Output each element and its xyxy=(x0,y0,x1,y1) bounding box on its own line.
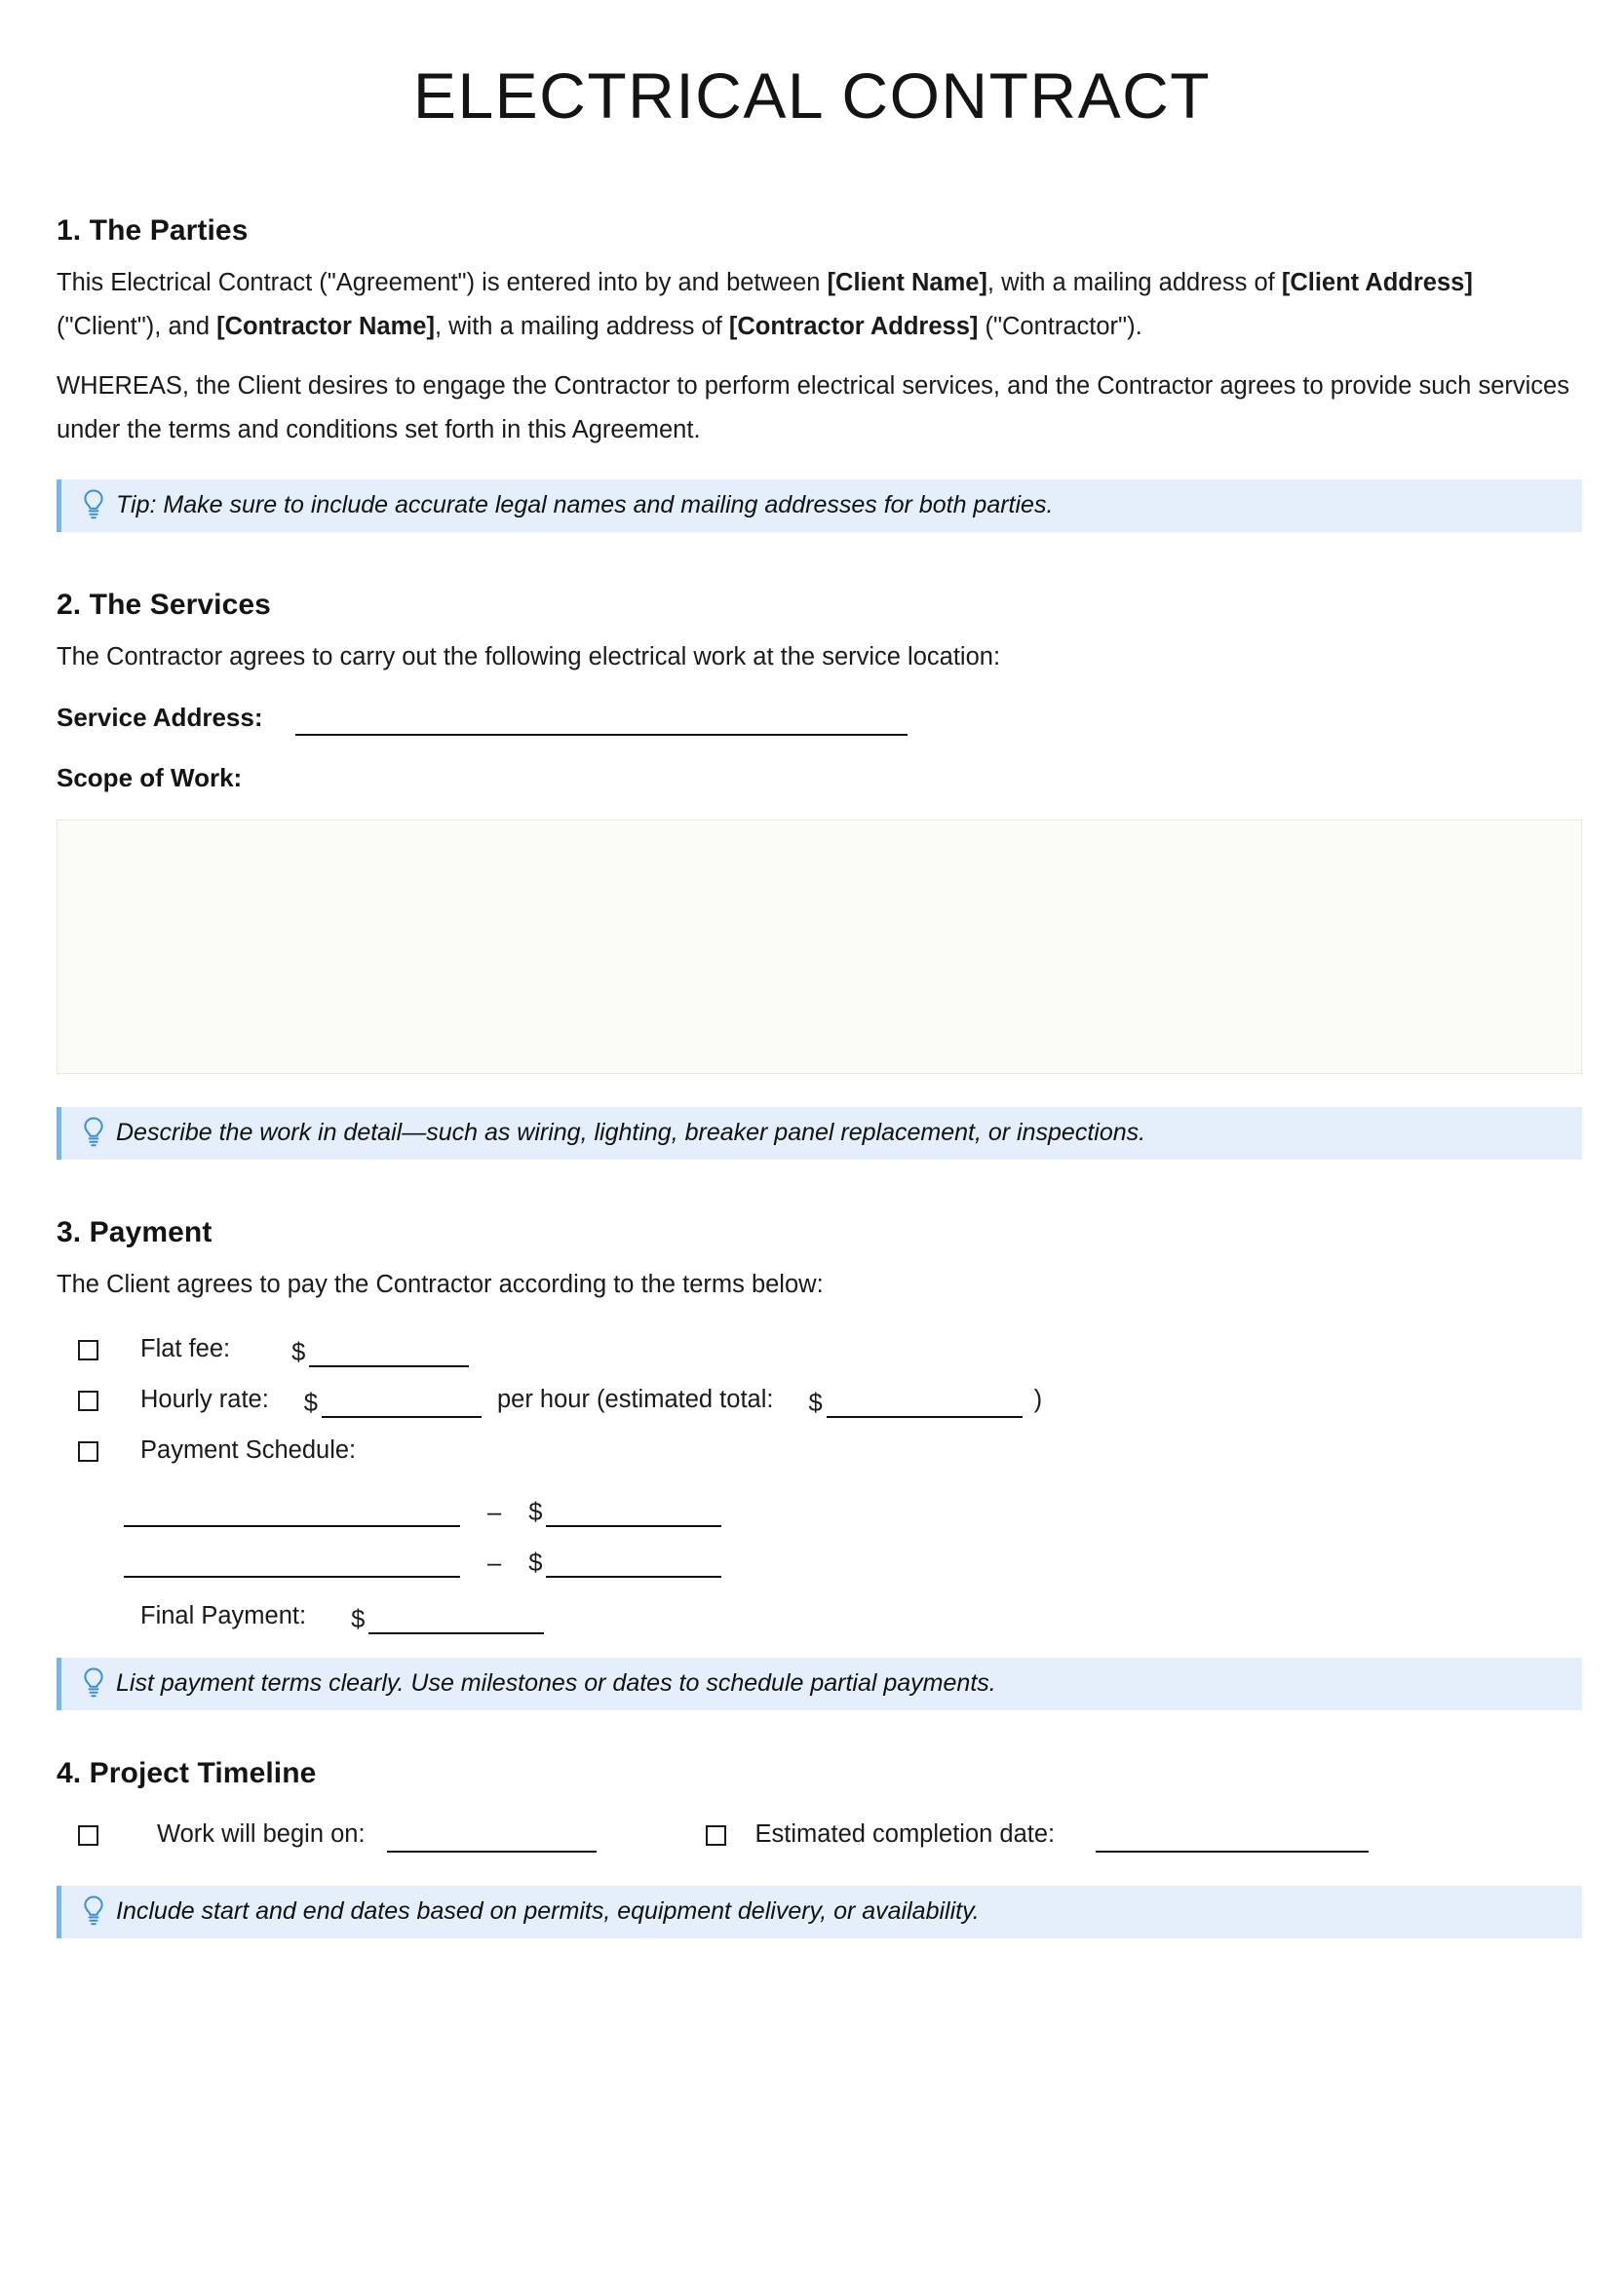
parties-p1-text-5: ("Contractor"). xyxy=(978,313,1142,340)
scope-of-work-textarea[interactable] xyxy=(57,820,1582,1074)
payment-schedule-row xyxy=(57,1432,1582,1469)
estimated-total-input[interactable] xyxy=(827,1387,1023,1418)
placeholder-contractor-address: [Contractor Address] xyxy=(728,313,979,340)
schedule-milestone-input-2[interactable] xyxy=(124,1547,460,1578)
scope-of-work-label: Scope of Work: xyxy=(57,763,243,792)
payment-schedule-label: Payment Schedule: xyxy=(140,1436,357,1464)
work-begin-date-input[interactable] xyxy=(387,1821,597,1853)
schedule-amount-input-2[interactable] xyxy=(546,1547,721,1578)
parties-p1-text-1: This Electrical Contract ("Agreement") is entered into by and between xyxy=(57,269,828,296)
tip-callout-parties xyxy=(57,479,1582,532)
checkbox-hourly-rate[interactable] xyxy=(78,1391,98,1411)
completion-date-label: Estimated completion date: xyxy=(754,1820,1056,1848)
services-intro: The Contractor agrees to carry out the following electrical work at the service location: xyxy=(57,643,1001,670)
final-payment-input[interactable] xyxy=(368,1603,544,1634)
tip-text-services: Describe the work in detail—such as wiring, lighting, breaker panel replacement, or inspections. xyxy=(116,1119,1146,1146)
schedule-row xyxy=(57,1547,1582,1578)
hourly-rate-label: Hourly rate: xyxy=(140,1386,269,1413)
parties-p1-text-2: , with a mailing address of xyxy=(986,269,1282,296)
parties-paragraph-2: WHEREAS, the Client desires to engage the Contractor to perform electrical services, and the Contractor agrees to provide such services under the terms and conditions set forth in this Agreement. xyxy=(57,372,1569,443)
schedule-separator-1: – xyxy=(487,1499,502,1526)
section-heading-payment: 3. Payment xyxy=(57,1216,213,1248)
close-paren: ) xyxy=(1033,1386,1043,1413)
timeline-dates-row xyxy=(57,1816,1582,1853)
section-heading-timeline: 4. Project Timeline xyxy=(57,1757,317,1789)
hourly-rate-input[interactable] xyxy=(322,1387,482,1418)
tip-callout-timeline xyxy=(57,1886,1582,1938)
schedule-milestone-input-1[interactable] xyxy=(124,1496,460,1527)
tip-text-parties: Tip: Make sure to include accurate legal names and mailing addresses for both parties. xyxy=(116,491,1054,518)
checkbox-flat-fee[interactable] xyxy=(78,1340,98,1360)
work-begin-label: Work will begin on: xyxy=(157,1820,366,1848)
flat-fee-input[interactable] xyxy=(309,1336,469,1367)
parties-p1-text-3: ("Client"), and xyxy=(57,313,217,340)
tip-text-timeline: Include start and end dates based on permits, equipment delivery, or availability. xyxy=(116,1897,980,1925)
tip-text-payment: List payment terms clearly. Use milestones or dates to schedule partial payments. xyxy=(116,1669,996,1697)
placeholder-client-address: [Client Address] xyxy=(1281,269,1473,296)
checkbox-work-begin-date[interactable] xyxy=(78,1825,98,1846)
section-heading-parties: 1. The Parties xyxy=(57,214,249,247)
section-heading-services: 2. The Services xyxy=(57,589,271,621)
hourly-rate-row xyxy=(57,1381,1582,1418)
schedule-currency-symbol-1: $ xyxy=(528,1499,543,1526)
parties-p1-text-4: , with a mailing address of xyxy=(434,313,729,340)
final-payment-label: Final Payment: xyxy=(140,1602,307,1629)
schedule-separator-2: – xyxy=(487,1550,502,1577)
document-body xyxy=(57,212,1582,1938)
estimated-total-currency-symbol: $ xyxy=(808,1390,823,1417)
tip-callout-payment xyxy=(57,1658,1582,1710)
lightbulb-icon xyxy=(71,1666,116,1700)
lightbulb-icon xyxy=(71,488,116,521)
service-address-label: Service Address: xyxy=(57,703,263,732)
lightbulb-icon xyxy=(71,1116,116,1149)
flat-fee-label: Flat fee: xyxy=(140,1335,231,1362)
lightbulb-icon xyxy=(71,1894,116,1928)
schedule-currency-symbol-2: $ xyxy=(528,1550,543,1577)
parties-paragraph-1 xyxy=(57,261,1582,349)
placeholder-contractor-name: [Contractor Name] xyxy=(216,313,435,340)
tip-callout-services xyxy=(57,1107,1582,1160)
completion-date-input[interactable] xyxy=(1096,1821,1369,1853)
flat-fee-row xyxy=(57,1330,1582,1367)
page-title: ELECTRICAL CONTRACT xyxy=(412,59,1212,132)
checkbox-completion-date[interactable] xyxy=(706,1825,726,1846)
final-payment-currency-symbol: $ xyxy=(351,1606,366,1633)
hourly-rate-currency-symbol: $ xyxy=(303,1390,318,1417)
final-payment-row xyxy=(57,1597,1582,1634)
schedule-amount-input-1[interactable] xyxy=(546,1496,721,1527)
placeholder-client-name: [Client Name] xyxy=(827,269,987,296)
payment-intro: The Client agrees to pay the Contractor according to the terms below: xyxy=(57,1271,824,1298)
schedule-row xyxy=(57,1496,1582,1527)
service-address-row xyxy=(57,699,1582,736)
flat-fee-currency-symbol: $ xyxy=(291,1339,306,1366)
service-address-input[interactable] xyxy=(295,705,908,736)
checkbox-payment-schedule[interactable] xyxy=(78,1441,98,1462)
per-hour-label: per hour (estimated total: xyxy=(496,1386,774,1413)
